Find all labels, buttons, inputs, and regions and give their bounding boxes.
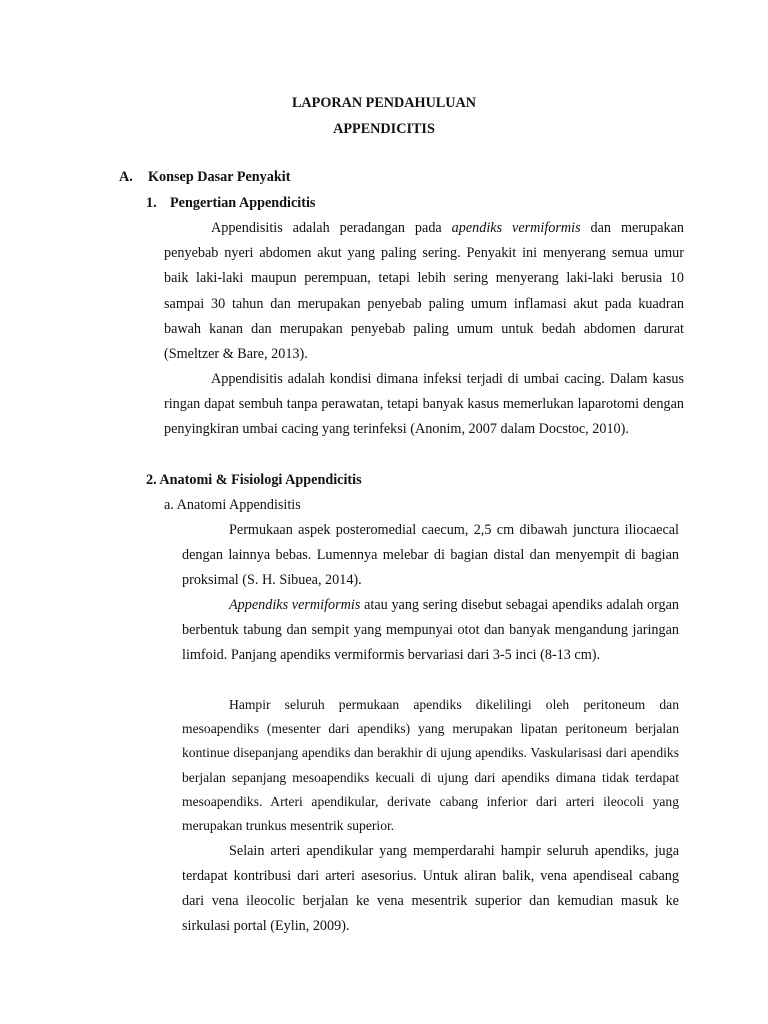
section-a-heading: Konsep Dasar Penyakit [148, 169, 291, 185]
section-a-label: A. [119, 169, 133, 185]
document-title: LAPORAN PENDAHULUAN [291, 95, 477, 111]
subsection-1-label: 1. [146, 195, 157, 211]
subsection-2a-heading: a. Anatomi Appendisitis [164, 497, 301, 513]
paragraph-anatomy-3: Hampir seluruh permukaan apendiks dikelilingi oleh peritoneum dan mesoapendiks (mesenter dari apendiks) yang merupakan lipatan peritoneum berjalan kontinue disepanjang apendiks dan berakhir di ujung apendiks. Vaskularisasi dari apendiks berjalan sepanjang mesoapendiks kecuali di ujung dari apendiks dimana tidak terdapat mesoapendiks. Arteri apendikular, derivate cabang inferior dari arteri ileocoli yang merupakan trunkus mesentrik superior. [182, 697, 679, 834]
paragraph-anatomy-4: Selain arteri apendikular yang memperdarahi hampir seluruh apendiks, juga terdapat kontribusi dari arteri asesorius. Untuk aliran balik, vena apendiseal cabang dari vena ileocolic berjalan ke vena mesentrik superior dan kemudian masuk ke sirkulasi portal (Eylin, 2009). [182, 843, 679, 934]
subsection-1-heading: Pengertian Appendicitis [170, 195, 316, 211]
paragraph-anatomy-2: Appendiks vermiformis atau yang sering disebut sebagai apendiks adalah organ berbentuk tabung dan sempit yang mempunyai otot dan banyak mengandung jaringan limfoid. Panjang apendiks vermiformis bervariasi dari 3-5 inci (8-13 cm). [182, 597, 680, 664]
paragraph-definition-2: Appendisitis adalah kondisi dimana infeksi terjadi di umbai cacing. Dalam kasus ringan dapat sembuh tanpa perawatan, tetapi banyak kasus memerlukan laparotomi dengan penyingkiran umbai cacing yang terinfeksi (Anonim, 2007 dalam Docstoc, 2010). [164, 371, 684, 438]
document-subtitle: APPENDICITIS [333, 121, 435, 137]
paragraph-anatomy-1: Permukaan aspek posteromedial caecum, 2,5 cm dibawah junctura iliocaecal dengan lainnya bebas. Lumennya melebar di bagian distal dan menyempit di bagian proksimal (S. H. Sibuea, 2014). [182, 522, 679, 589]
paragraph-definition-1: Appendisitis adalah peradangan pada apendiks vermiformis dan merupakan penyebab nyeri abdomen akut yang paling sering. Penyakit ini menyerang semua umur baik laki-laki maupun perempuan, tetapi lebih sering menyerang laki-laki berusia 10 sampai 30 tahun dan merupakan penyebab paling umum inflamasi akut pada kuadran bawah kanan dan merupakan penyebab paling umum untuk bedah abdomen darurat (Smeltzer & Bare, 2013). [164, 220, 684, 363]
subsection-2-heading: 2. Anatomi & Fisiologi Appendicitis [146, 472, 362, 488]
